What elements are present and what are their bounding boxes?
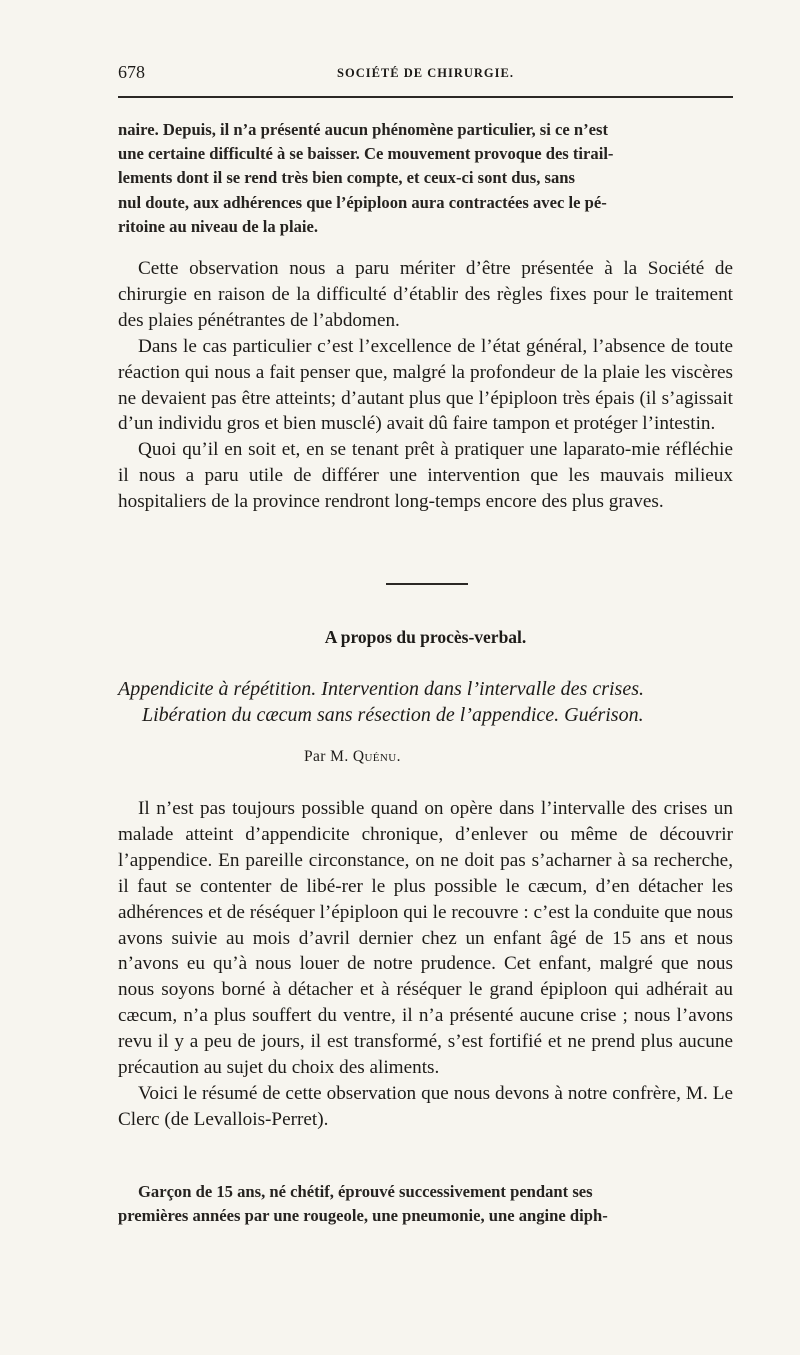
article-body (118, 796, 733, 1133)
continuation-line: ritoine au niveau de la plaie. (118, 216, 319, 236)
continuation-line: une certaine difficulté à se baisser. Ce mouvement provoque des tirail- (118, 144, 614, 164)
page-number: 678 (118, 62, 145, 82)
continuation-line: lements dont il se rend très bien compte, et ceux-ci sont dus, sans (118, 168, 575, 188)
author-name: Quénu. (352, 748, 401, 765)
book-page (118, 58, 733, 1226)
case-line: Garçon de 15 ans, né chétif, éprouvé successivement pendant ses (138, 1182, 593, 1201)
case-summary (118, 1180, 733, 1228)
paragraph-chronic-appendicitis: Il n’est pas toujours possible quand on opère dans l’intervalle des crises un malade atteint d’appendicite chronique, d’enlever ou même de découvrir l’appendice. En pareille circonstance, on ne doit pas s’acharner à sa recherche, il faut se contenter de libé-rer le plus possible le cæcum, d’en détacher les adhérences et de réséquer l’épiploon qui le recouvre : c’est la conduite que nous avons suivie au mois d’avril dernier chez un enfant âgé de 15 ans et nous n’avons eu qu’à nous louer de notre prudence. Cet enfant, malgré que nous nous soyons borné à détacher et à réséquer le grand épiploon qui adhérait au cæcum, n’a plus souffert du ventre, il n’a présenté aucune crise ; nous l’avons revu il y a peu de jours, il est transformé, s’est fortifié et ne prend plus aucune précaution au sujet du choix des aliments. (118, 798, 733, 1079)
paragraph-conclusion: Quoi qu’il en soit et, en se tenant prêt à pratiquer une laparato-mie réfléchie il nous a paru utile de différer une intervention que les mauvais milieux hospitaliers de la province rendront long-temps encore des plus graves. (118, 439, 733, 513)
paragraph-summary-intro: Voici le résumé de cette observation que nous devons à notre confrère, M. Le Clerc (de Levallois-Perret). (118, 1082, 733, 1130)
article-title (118, 676, 733, 728)
header-rule (118, 96, 733, 98)
paragraph-particular-case: Dans le cas particulier c’est l’excellence de l’état général, l’absence de toute réaction qui nous a fait penser que, malgré la profondeur de la plaie les viscères ne devaient pas être atteints; d’autant plus que l’épiploon très épais (il s’agissait d’un individu gros et bien musclé) avait dû faire tampon et protéger l’intestin. (118, 335, 733, 435)
section-heading: A propos du procès-verbal. (324, 627, 527, 647)
running-head (118, 58, 733, 88)
continuation-text (118, 118, 733, 239)
continuation-line: nul doute, aux adhérences que l’épiploon aura contractées avec le pé- (118, 192, 607, 212)
section-divider (386, 583, 468, 585)
continuation-line: naire. Depuis, il n’a présenté aucun phénomène particulier, si ce n’est (118, 120, 608, 139)
running-title: SOCIÉTÉ DE CHIRURGIE. (337, 66, 514, 80)
article-title-text: Appendicite à répétition. Intervention dans l’intervalle des crises. Libération du cæcum sans résection de l’appendice. Guérison. (118, 678, 644, 726)
author-prefix: Par M. (304, 748, 349, 765)
author-line (304, 748, 401, 766)
case-line: premières années par une rougeole, une pneumonie, une angine diph- (118, 1206, 608, 1226)
paragraph-observation-merit: Cette observation nous a paru mériter d’être présentée à la Société de chirurgie en raison de la difficulté d’établir des règles fixes pour le traitement des plaies pénétrantes de l’abdomen. (118, 258, 733, 331)
observation-discussion (118, 256, 733, 515)
